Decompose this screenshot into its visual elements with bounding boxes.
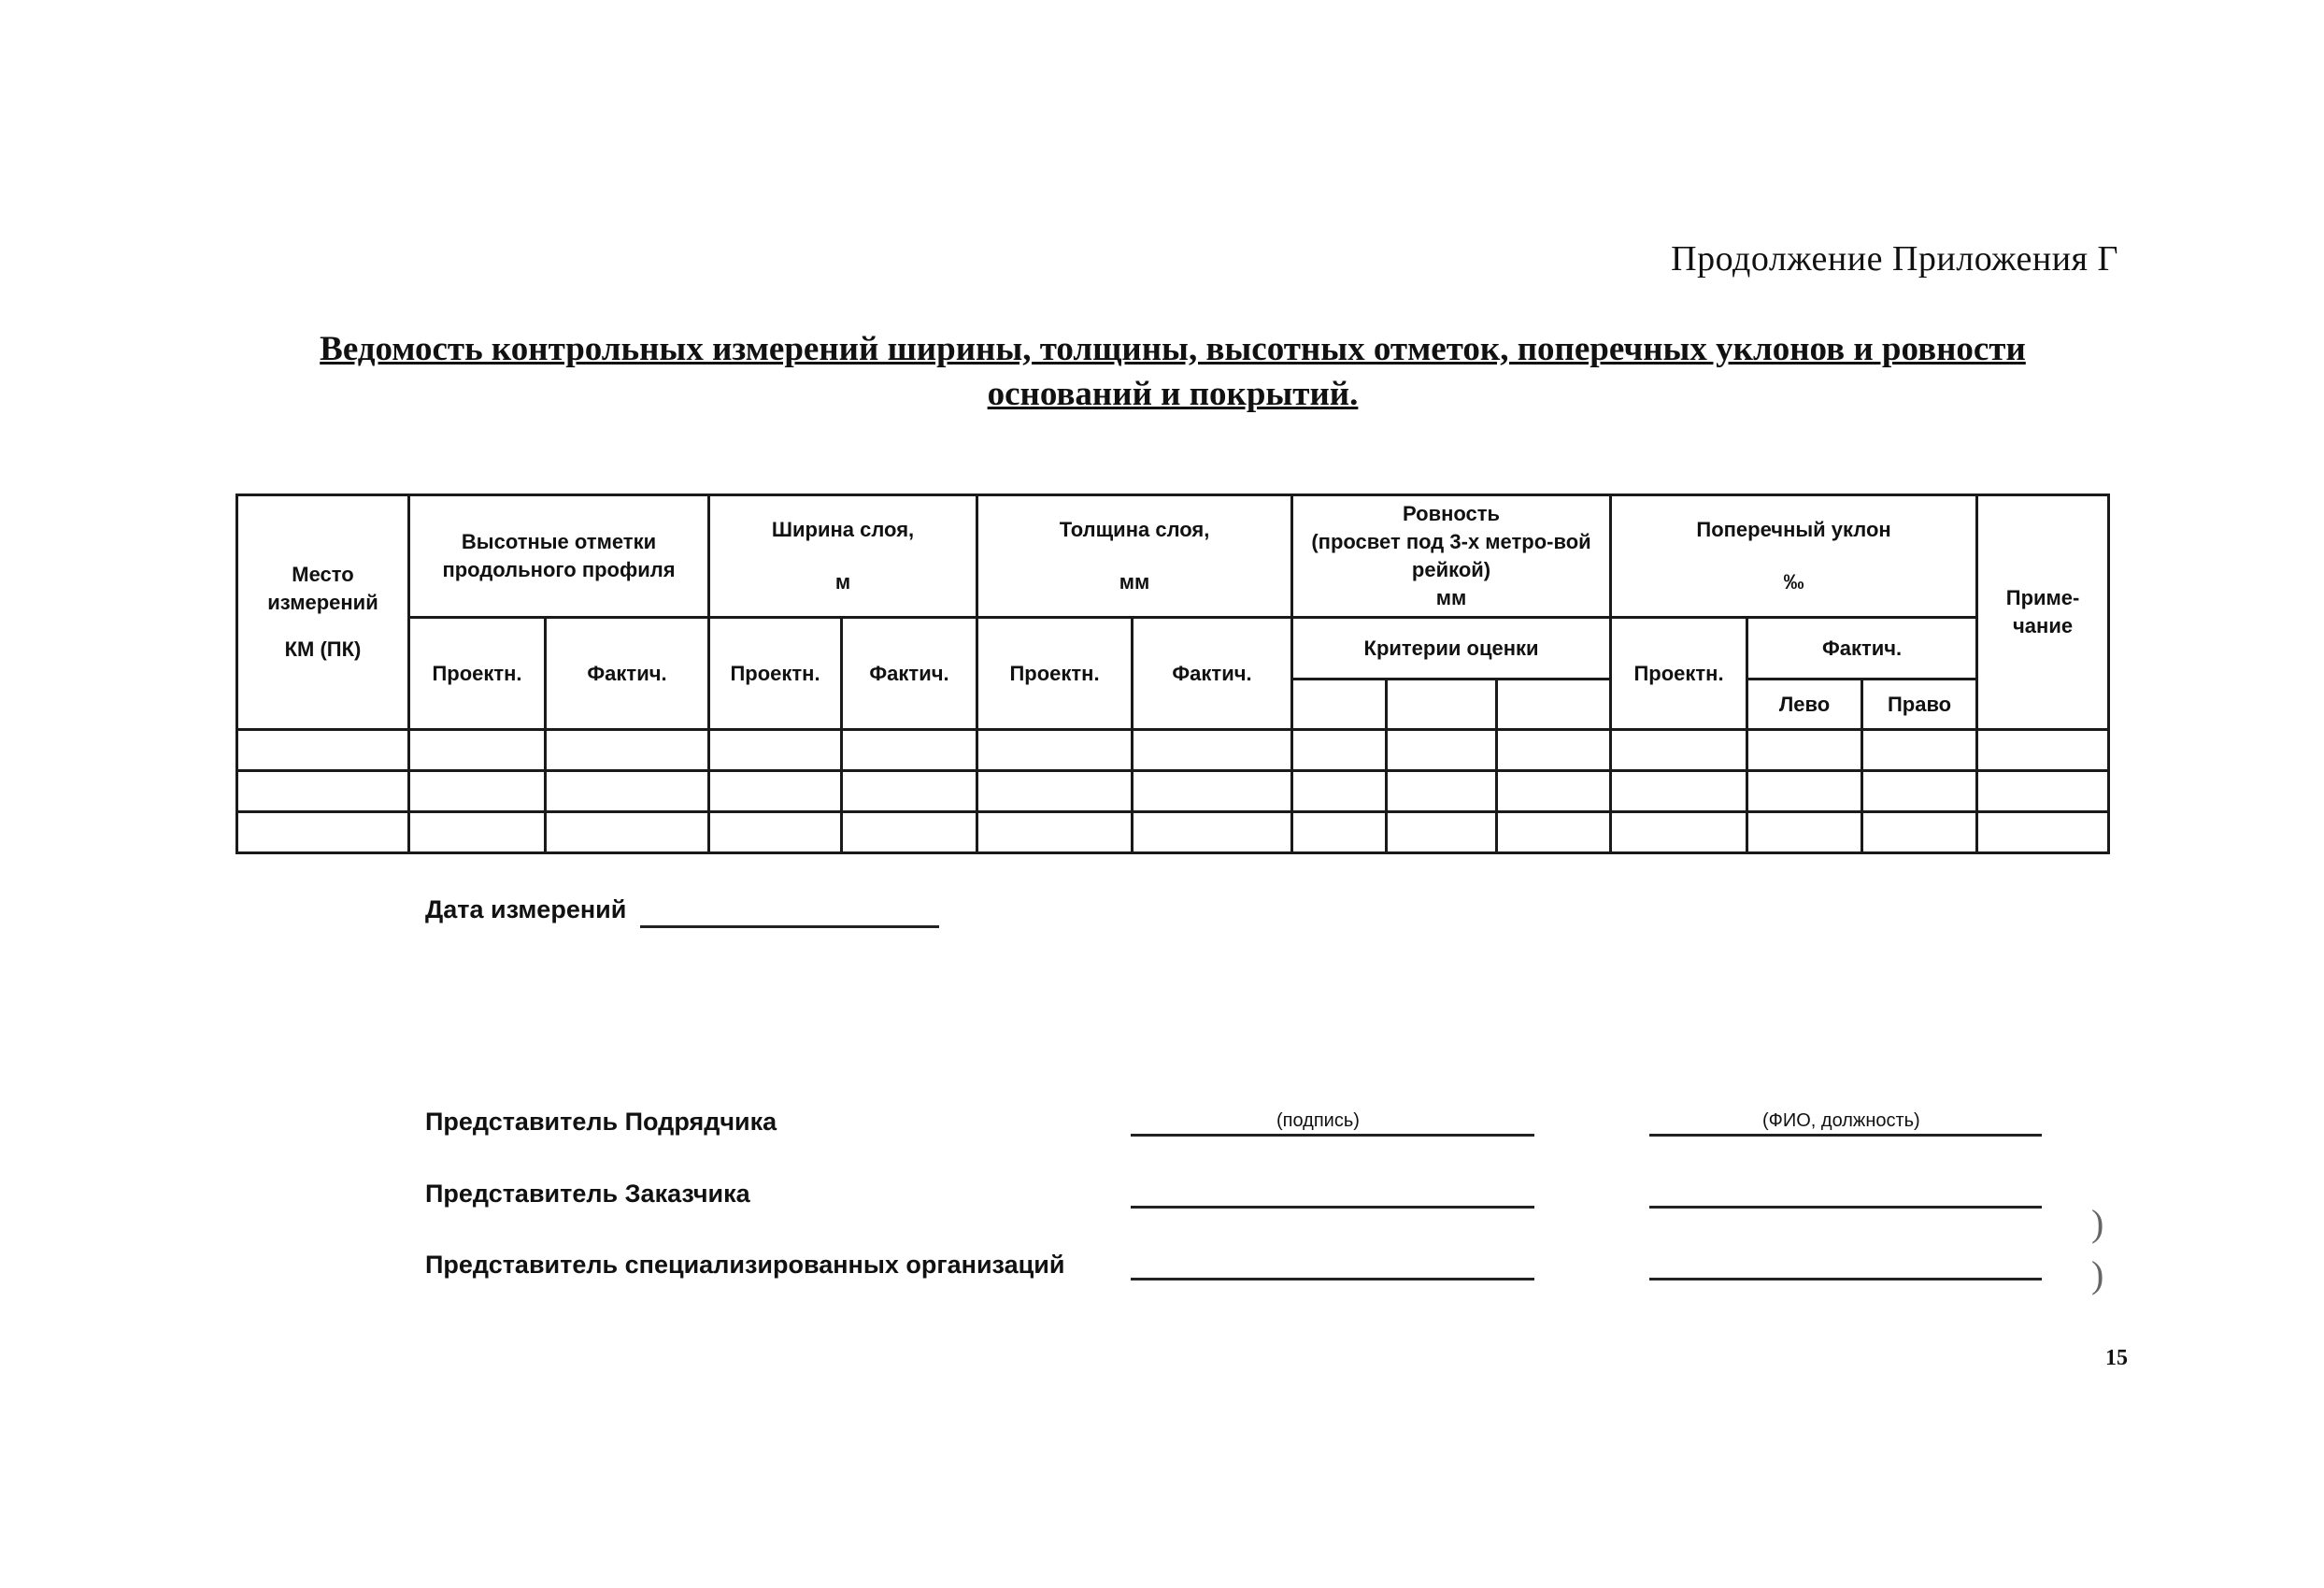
header-thickness: Толщина слоя, мм — [977, 495, 1292, 618]
table-row — [237, 812, 2109, 853]
customer-sign-line[interactable] — [1131, 1206, 1534, 1209]
document-title: Ведомость контрольных измерений ширины, толщины, высотных отметок, поперечных уклонов и ровности оснований и покрытий. — [320, 330, 2026, 413]
contractor-label: Представитель Подрядчика — [425, 1108, 777, 1136]
special-org-label: Представитель специализированных организаций — [425, 1251, 1065, 1279]
slope-proj: Проектн. — [1611, 618, 1747, 730]
header-place: Место измерений КМ (ПК) — [237, 495, 409, 730]
customer-name-line[interactable] — [1649, 1206, 2042, 1209]
slope-right: Право — [1862, 680, 1977, 730]
contractor-name-line[interactable] — [1649, 1134, 2042, 1137]
thickness-fact: Фактич. — [1133, 618, 1292, 730]
special-sign-line[interactable] — [1131, 1278, 1534, 1280]
table-row — [237, 771, 2109, 812]
elevation-proj: Проектн. — [409, 618, 546, 730]
criteria-cell — [1497, 680, 1611, 730]
header-elevation: Высотные отметки продольного профиля — [409, 495, 709, 618]
table-row — [237, 730, 2109, 771]
page-number: 15 — [2105, 1346, 2128, 1370]
criteria-cell — [1387, 680, 1497, 730]
thickness-proj: Проектн. — [977, 618, 1133, 730]
elevation-fact: Фактич. — [546, 618, 709, 730]
width-proj: Проектн. — [709, 618, 842, 730]
date-label: Дата измерений — [425, 895, 627, 923]
contractor-sign-line[interactable] — [1131, 1134, 1534, 1137]
header-note: Приме-чание — [1977, 495, 2109, 730]
bracket-mark: ) — [2091, 1253, 2104, 1295]
bracket-mark: ) — [2091, 1202, 2104, 1244]
appendix-heading: Продолжение Приложения Г — [1671, 239, 2118, 279]
criteria-cell — [1292, 680, 1387, 730]
header-cross-slope: Поперечный уклон ‰ — [1611, 495, 1977, 618]
customer-label: Представитель Заказчика — [425, 1180, 750, 1208]
measurement-table — [235, 494, 2110, 854]
slope-left: Лево — [1747, 680, 1862, 730]
header-width: Ширина слоя, м — [709, 495, 977, 618]
special-name-line[interactable] — [1649, 1278, 2042, 1280]
width-fact: Фактич. — [842, 618, 977, 730]
slope-fact: Фактич. — [1747, 618, 1977, 680]
date-line[interactable] — [640, 925, 939, 928]
name-hint: (ФИО, должность) — [1759, 1110, 1924, 1132]
header-evenness: Ровность (просвет под 3-х метро-вой рейкой) мм — [1292, 495, 1611, 618]
sign-hint: (подпись) — [1273, 1110, 1363, 1132]
evenness-criteria: Критерии оценки — [1292, 618, 1611, 680]
